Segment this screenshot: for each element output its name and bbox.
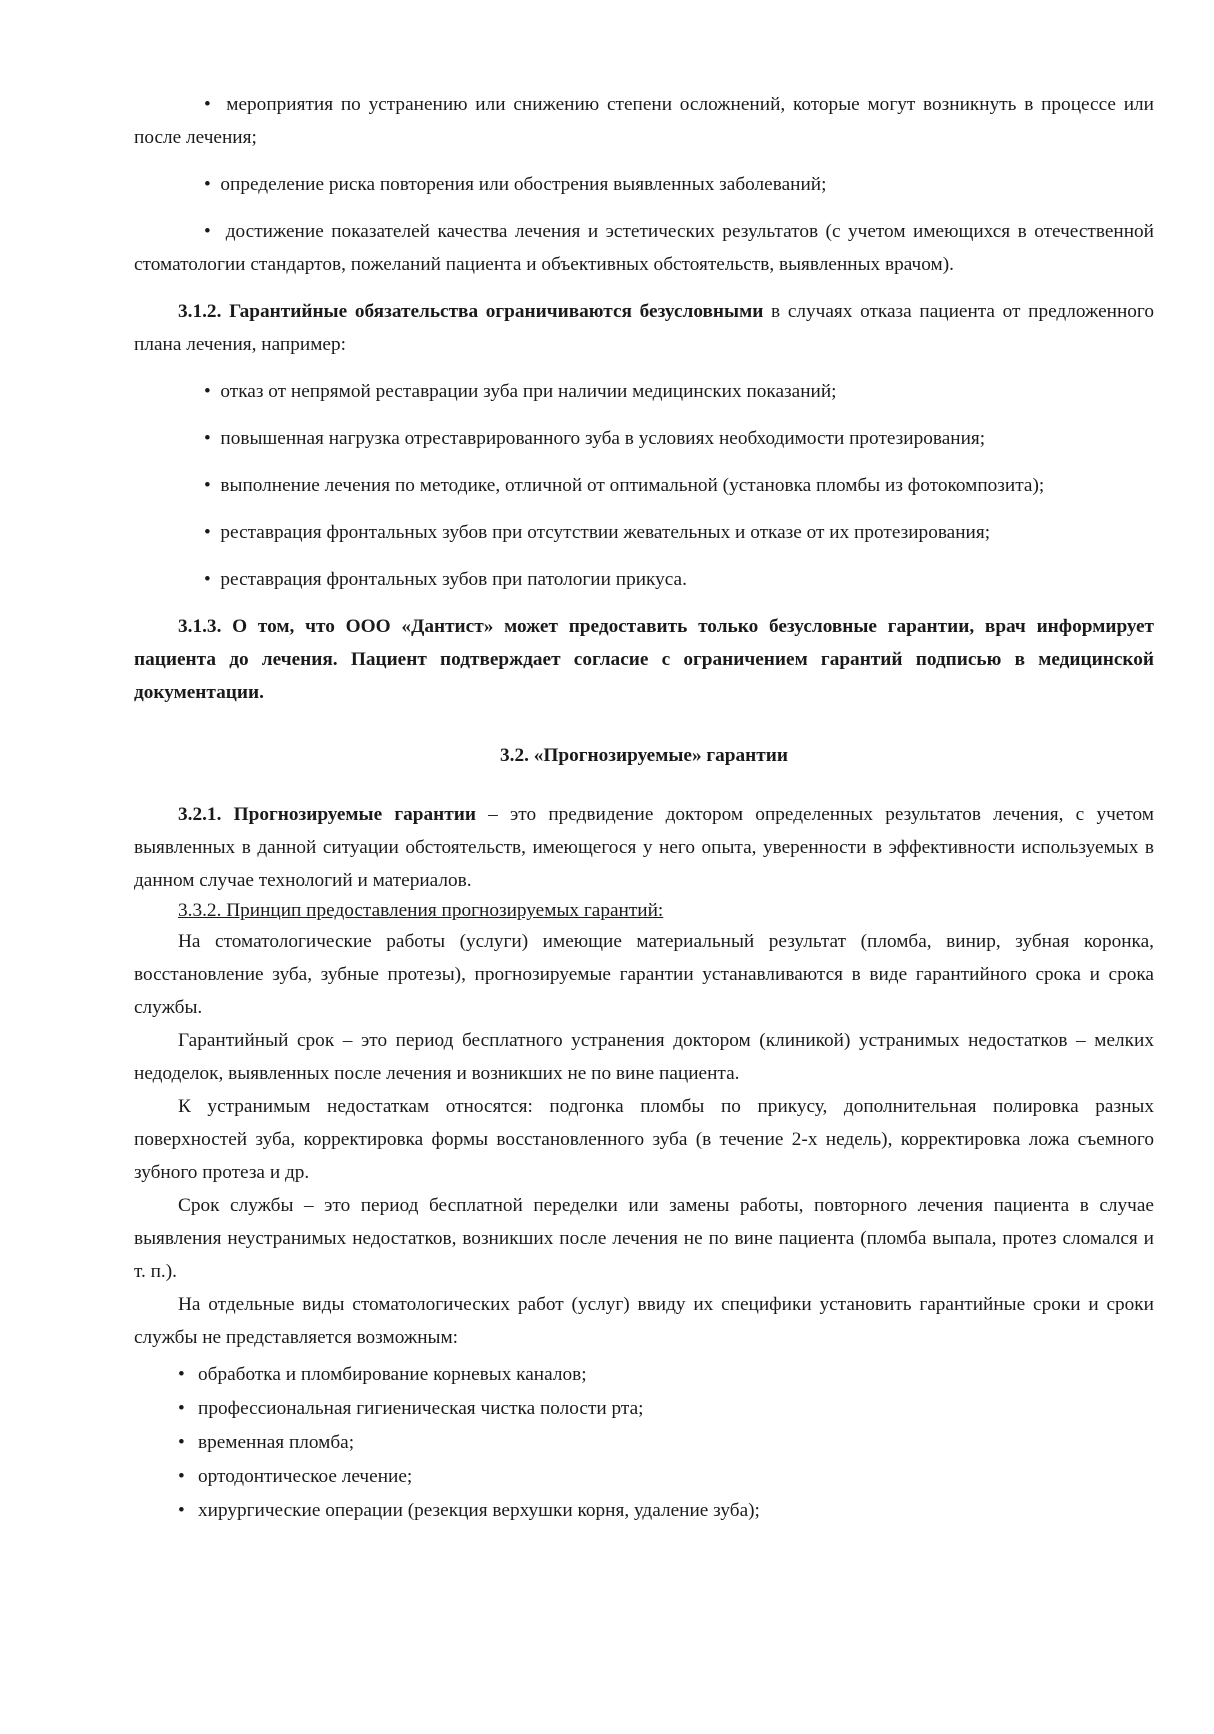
bullet-text: • мероприятия по устранению или снижению степени осложнений, которые могут возникнуть в процессе или после лечения; <box>134 94 1154 148</box>
bullet-icon: • <box>204 475 221 496</box>
section-3-1-2 <box>134 295 1154 361</box>
paragraph: На стоматологические работы (услуги) имеющие материальный результат (пломба, винир, зубная коронка, восстановление зуба, зубные протезы), прогнозируемые гарантии устанавливаются в виде гарантийного срока и срока службы. <box>134 931 1154 1018</box>
bullet-text: • выполнение лечения по методике, отличной от оптимальной (установка пломбы из фотокомпозита); <box>204 475 1045 496</box>
list-item <box>134 1460 1154 1494</box>
section-3-2-1-text: – это предвидение доктором определенных результатов лечения, с учетом выявленных в данной ситуации обстоятельств, имеющегося у него опыта, уверенности в эффективности используемых в данном случае технологий и материалов. <box>134 804 1154 891</box>
list-item <box>134 1426 1154 1460</box>
list-item <box>134 422 1154 455</box>
bullet-text: • достижение показателей качества лечения и эстетических результатов (с учетом имеющихся в отечественной стоматологии стандартов, пожеланий пациента и объективных обстоятельств, выявленных врачом). <box>134 221 1154 275</box>
section-3-2-1 <box>134 798 1154 897</box>
section-3-2-1-title: 3.2.1. Прогнозируемые гарантии <box>178 804 476 825</box>
bullet-text: • реставрация фронтальных зубов при отсутствии жевательных и отказе от их протезирования; <box>204 522 991 543</box>
bullet-icon: • <box>204 381 221 402</box>
bullet-icon: • <box>204 522 221 543</box>
bullet-text: • определение риска повторения или обострения выявленных заболеваний; <box>204 174 827 195</box>
paragraph: К устранимым недостаткам относятся: подгонка пломбы по прикусу, дополнительная полировка разных поверхностей зуба, корректировка формы восстановленного зуба (в течение 2-х недель), корректировка ложа съемного зубного протеза и др. <box>134 1096 1154 1183</box>
bullet-icon: • <box>204 428 221 449</box>
list-item <box>134 375 1154 408</box>
list-item-text: профессиональная гигиеническая чистка полости рта; <box>198 1398 644 1419</box>
bullet-text: • отказ от непрямой реставрации зуба при наличии медицинских показаний; <box>204 381 837 402</box>
list-item <box>134 516 1154 549</box>
list-item-text: обработка и пломбирование корневых каналов; <box>198 1364 587 1385</box>
paragraph: Срок службы – это период бесплатной переделки или замены работы, повторного лечения пациента в случае выявления неустранимых недостатков, возникших после лечения не по вине пациента (пломба выпала, протез сломался и т. п.). <box>134 1195 1154 1282</box>
list-item <box>134 168 1154 201</box>
section-3-1-3: 3.1.3. О том, что ООО «Дантист» может предоставить только безусловные гарантии, врач информирует пациента до лечения. Пациент подтверждает согласие с ограничением гарантий подписью в медицинской документации. <box>134 616 1154 703</box>
bullet-icon: • <box>204 221 226 242</box>
bullet-text: • реставрация фронтальных зубов при патологии прикуса. <box>204 569 687 590</box>
bullet-icon: • <box>204 569 221 590</box>
paragraph: На отдельные виды стоматологических работ (услуг) ввиду их специфики установить гарантийные сроки и сроки службы не представляется возможным: <box>134 1294 1154 1348</box>
section-3-1-2-title: 3.1.2. Гарантийные обязательства ограничиваются безусловными <box>178 301 764 322</box>
list-item-text: хирургические операции (резекция верхушки корня, удаление зуба); <box>198 1500 760 1521</box>
section-3-1-2-text: в случаях отказа пациента от предложенного плана лечения, например: <box>134 301 1154 355</box>
bullet-icon: • <box>204 174 221 195</box>
list-item <box>134 1358 1154 1392</box>
list-item <box>134 1494 1154 1528</box>
list-item-text: ортодонтическое лечение; <box>198 1466 413 1487</box>
list-item-text: временная пломба; <box>198 1432 355 1453</box>
bullet-text: • повышенная нагрузка отреставрированного зуба в условиях необходимости протезирования; <box>204 428 986 449</box>
list-item <box>134 88 1154 154</box>
bullet-icon: • <box>204 94 227 115</box>
section-3-3-2-title: 3.3.2. Принцип предоставления прогнозируемых гарантий: <box>178 900 664 921</box>
list-item <box>134 1392 1154 1426</box>
paragraph: Гарантийный срок – это период бесплатного устранения доктором (клиникой) устранимых недостатков – мелких недоделок, выявленных после лечения и возникших не по вине пациента. <box>134 1030 1154 1084</box>
list-item <box>134 563 1154 596</box>
section-heading-3-2: 3.2. «Прогнозируемые» гарантии <box>500 745 788 766</box>
list-item <box>134 469 1154 502</box>
list-item <box>134 215 1154 281</box>
